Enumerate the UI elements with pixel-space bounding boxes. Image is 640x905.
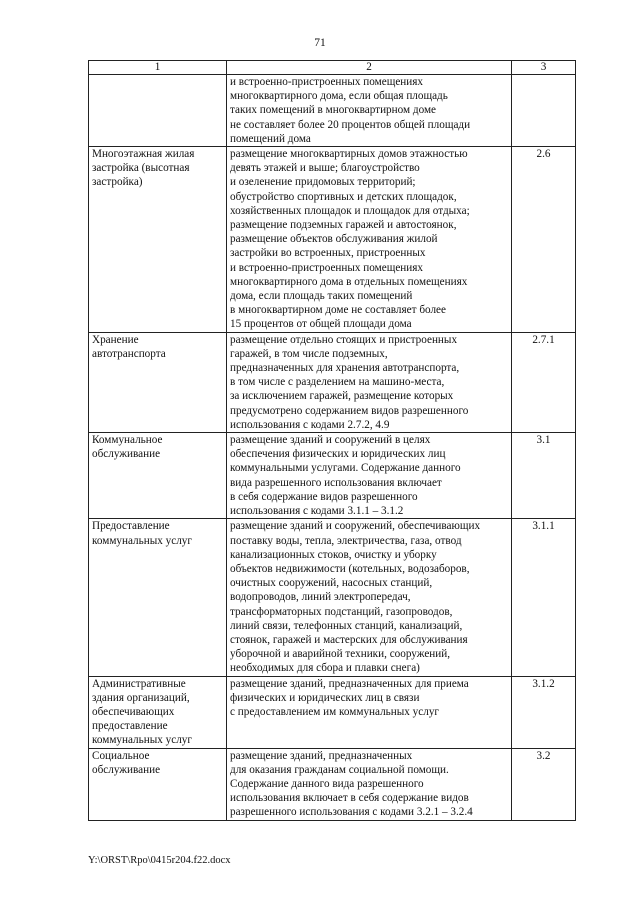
use-description-line: в многоквартирном доме не составляет более — [230, 304, 446, 317]
use-description-line: застройки во встроенных, пристроенных — [230, 247, 426, 260]
use-type-name-line: Многоэтажная жилая — [92, 148, 195, 161]
use-type-name-line: Административные — [92, 677, 186, 690]
use-description-cell — [227, 676, 512, 748]
use-type-name-cell — [89, 748, 227, 820]
use-type-name-line: обслуживание — [92, 448, 161, 461]
use-description-line: многоквартирного дома, если общая площадь — [230, 90, 448, 103]
use-description-line: многоквартирного дома в отдельных помещениях — [230, 275, 468, 288]
use-description-line: использования включает в себя содержание видов — [230, 792, 469, 805]
use-description-line: очистных сооружений, насосных станций, — [230, 577, 433, 590]
use-type-name-line: Хранение — [92, 333, 139, 346]
use-type-name-line: предоставление — [92, 720, 168, 733]
use-description-line: обустройство спортивных и детских площадок, — [230, 190, 457, 203]
table-row — [89, 433, 576, 519]
use-type-name-line: Социальное — [92, 749, 150, 762]
use-type-name-line: обслуживание — [92, 763, 161, 776]
table-row — [89, 676, 576, 748]
use-description-line: размещение зданий, предназначенных — [230, 749, 413, 762]
use-description-line: с предоставлением им коммунальных услуг — [230, 705, 440, 718]
use-description-line: девять этажей и выше; благоустройство — [230, 162, 420, 175]
use-description-cell — [227, 433, 512, 519]
use-type-name-line: Коммунальное — [92, 434, 163, 447]
header-col-2: 2 — [227, 61, 512, 75]
table-row — [89, 519, 576, 676]
use-description-line: предусмотрено содержанием видов разрешенного — [230, 404, 469, 417]
use-type-name-line: обеспечивающих — [92, 705, 175, 718]
use-type-name-cell — [89, 676, 227, 748]
use-type-name-cell — [89, 519, 227, 676]
use-description-cell — [227, 75, 512, 147]
use-description-line: размещение подземных гаражей и автостоянок, — [230, 219, 457, 232]
use-description-line: коммунальными услугами. Содержание данного — [230, 462, 461, 475]
use-description-line: размещение отдельно стоящих и пристроенных — [230, 333, 458, 346]
use-code-cell: 3.1 — [512, 433, 576, 519]
use-code-cell — [512, 75, 576, 147]
use-code-cell: 2.7.1 — [512, 332, 576, 432]
use-description-line: стоянок, гаражей и мастерских для обслуживания — [230, 633, 468, 646]
use-description-cell — [227, 519, 512, 676]
use-description-cell — [227, 748, 512, 820]
use-description-line: канализационных стоков, очистку и уборку — [230, 548, 437, 561]
use-description-line: хозяйственных площадок и площадок для отдыха; — [230, 204, 470, 217]
use-description-line: и озеленение придомовых территорий; — [230, 176, 416, 189]
use-description-line: водопроводов, линий электропередач, — [230, 591, 411, 604]
use-description-line: таких помещений в многоквартирном доме — [230, 104, 437, 117]
use-type-name-line: застройка (высотная — [92, 162, 190, 175]
use-description-line: в том числе с разделением на машино-места, — [230, 376, 445, 389]
use-type-name-line: застройка) — [92, 176, 143, 189]
use-type-name-cell — [89, 433, 227, 519]
use-description-line: линий связи, телефонных станций, канализаций, — [230, 619, 463, 632]
table-row — [89, 748, 576, 820]
land-use-table — [88, 60, 576, 821]
use-code-cell: 3.1.1 — [512, 519, 576, 676]
use-description-line: и встроенно-пристроенных помещениях — [230, 76, 424, 88]
use-type-name-line: коммунальных услуг — [92, 534, 192, 547]
table-header-row — [89, 61, 576, 75]
use-description-line: дома, если площадь таких помещений — [230, 290, 413, 303]
header-col-1: 1 — [89, 61, 227, 75]
page-number: 71 — [314, 37, 326, 49]
use-description-line: использования с кодами 3.1.1 – 3.1.2 — [230, 505, 404, 518]
footer-file-path: Y:\ORST\Rpo\0415r204.f22.docx — [88, 855, 231, 866]
use-code-cell: 3.2 — [512, 748, 576, 820]
use-description-line: предназначенных для хранения автотранспорта, — [230, 362, 460, 375]
use-description-line: не составляет более 20 процентов общей площади — [230, 118, 471, 131]
table-row — [89, 75, 576, 147]
use-description-line: разрешенного использования с кодами 3.2.1 – 3.2.4 — [230, 806, 473, 819]
use-description-line: поставку воды, тепла, электричества, газа, отвод — [230, 534, 462, 547]
use-description-line: размещение зданий, предназначенных для приема — [230, 677, 469, 690]
use-type-name-line: коммунальных услуг — [92, 734, 192, 747]
use-type-name-line: здания организаций, — [92, 691, 190, 704]
use-type-name-cell — [89, 147, 227, 333]
use-description-line: трансформаторных подстанций, газопроводов, — [230, 605, 453, 618]
use-description-line: вида разрешенного использования включает — [230, 476, 442, 489]
use-type-name-cell — [89, 332, 227, 432]
use-code-cell: 3.1.2 — [512, 676, 576, 748]
use-description-line: размещение зданий и сооружений, обеспечивающих — [230, 520, 481, 533]
use-description-line: размещение многоквартирных домов этажностью — [230, 148, 468, 161]
use-description-cell — [227, 147, 512, 333]
use-description-line: физических и юридических лиц в связи — [230, 691, 420, 704]
use-description-line: гаражей, в том числе подземных, — [230, 347, 388, 360]
use-description-line: использования с кодами 2.7.2, 4.9 — [230, 418, 390, 431]
use-description-line: за исключением гаражей, размещение которых — [230, 390, 454, 403]
table-row — [89, 147, 576, 333]
header-col-3: 3 — [512, 61, 576, 75]
use-description-line: размещение зданий и сооружений в целях — [230, 434, 431, 447]
use-code-cell: 2.6 — [512, 147, 576, 333]
use-description-line: в себя содержание видов разрешенного — [230, 490, 418, 503]
use-description-line: для оказания гражданам социальной помощи. — [230, 763, 449, 776]
use-type-name-cell — [89, 75, 227, 147]
use-type-name-line: автотранспорта — [92, 347, 166, 360]
use-description-line: размещение объектов обслуживания жилой — [230, 233, 438, 246]
table-body — [89, 75, 576, 821]
use-description-line: Содержание данного вида разрешенного — [230, 777, 424, 790]
use-description-line: обеспечения физических и юридических лиц — [230, 448, 446, 461]
table-row — [89, 332, 576, 432]
use-description-line: необходимых для сбора и плавки снега) — [230, 662, 420, 675]
use-description-line: помещений дома — [230, 132, 311, 145]
use-description-line: и встроенно-пристроенных помещениях — [230, 261, 424, 274]
use-description-line: 15 процентов от общей площади дома — [230, 318, 412, 331]
use-description-line: уборочной и аварийной техники, сооружений, — [230, 648, 451, 661]
use-description-cell — [227, 332, 512, 432]
use-type-name-line: Предоставление — [92, 520, 170, 533]
use-description-line: объектов недвижимости (котельных, водозаборов, — [230, 562, 470, 575]
